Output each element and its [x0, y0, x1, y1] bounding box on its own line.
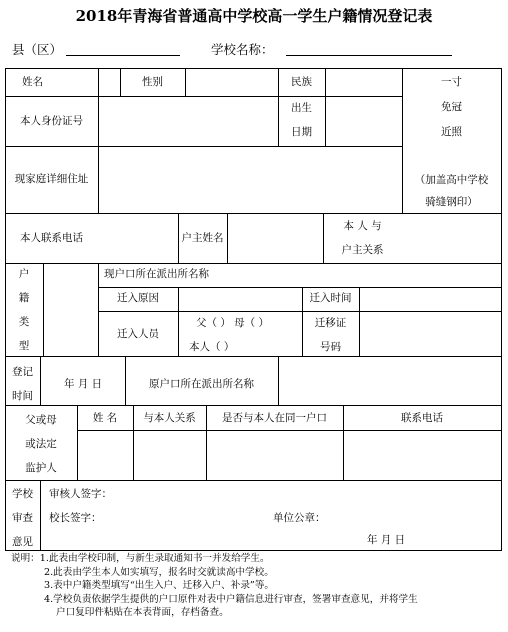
table-border — [5, 68, 502, 69]
address-label: 现家庭详细住址 — [14, 173, 89, 185]
reg-date-value: 年 月 日 — [64, 378, 103, 390]
row-line — [5, 480, 502, 481]
photo-label: 一寸 — [441, 76, 462, 88]
guardian-label: 或法定 — [25, 438, 57, 450]
principal-sign-label: 校长签字： — [49, 512, 102, 524]
row-line — [98, 311, 502, 312]
unit-seal-label: 单位公章： — [273, 512, 326, 524]
col-line — [227, 213, 228, 264]
photo-label: 免冠 — [441, 101, 462, 113]
original-police-label: 原户口所在派出所名称 — [149, 378, 254, 390]
current-police-label: 现户口所在派出所名称 — [104, 268, 209, 280]
householder-label: 户主姓名 — [181, 232, 224, 244]
col-line — [98, 68, 99, 214]
move-cert-label: 号码 — [320, 341, 341, 353]
note-line: 4.学校负责依据学生提供的户口原件对表中户籍信息进行审查，签署审查意见，并将学生 — [44, 593, 418, 605]
row-line — [98, 287, 502, 288]
school-opinion-label: 学校 — [12, 488, 33, 500]
move-cert-label: 迁移证 — [314, 317, 347, 329]
self-checkbox-label: 本人（ ） — [189, 341, 235, 353]
relation-label: 本 人 与 — [343, 220, 382, 232]
notes-section — [11, 552, 501, 620]
birth-date-label: 日期 — [291, 126, 312, 138]
note-line: 说明：1.此表由学校印制，与新生录取通知书一并发给学生。 — [11, 553, 270, 564]
hukou-type-label: 户 — [18, 268, 30, 280]
guardian-label: 监护人 — [25, 462, 57, 474]
reg-time-label: 时间 — [12, 390, 33, 402]
school-name-field[interactable] — [286, 55, 452, 56]
id-number-label: 本人身份证号 — [20, 115, 83, 127]
birth-date-label: 出生 — [291, 102, 312, 114]
move-persons-label: 迁入人员 — [117, 328, 159, 340]
table-border — [501, 68, 502, 551]
col-phone-header: 联系电话 — [401, 412, 443, 424]
guardian-label: 父或母 — [25, 414, 57, 426]
note-line: 2.此表由学生本人如实填写，报名时交就读高中学校。 — [44, 566, 274, 578]
photo-label: 近照 — [441, 126, 462, 138]
reviewer-sign-label: 审核人签字： — [49, 488, 112, 500]
row-line — [77, 430, 502, 431]
school-name-label: 学校名称： — [211, 42, 274, 57]
county-label: 县（区） — [12, 42, 63, 57]
col-name-header: 姓 名 — [92, 412, 118, 424]
row-line — [5, 263, 502, 264]
col-line — [325, 68, 326, 147]
col-line — [43, 263, 44, 357]
relation-label: 户主关系 — [341, 244, 384, 256]
photo-note: 骑缝钢印） — [425, 196, 478, 208]
phone-label: 本人联系电话 — [20, 232, 83, 244]
photo-note: （加盖高中学校 — [414, 174, 489, 186]
table-border — [5, 550, 502, 551]
school-opinion-label: 审查 — [12, 512, 33, 524]
note-line: 3.表中户籍类型填写“出生入户、迁移入户、补录”等。 — [44, 580, 275, 592]
hukou-type-label: 类 — [18, 316, 30, 328]
move-reason-label: 迁入原因 — [117, 292, 159, 304]
row-line — [5, 213, 502, 214]
col-line — [402, 68, 403, 214]
row-line — [5, 96, 402, 97]
note-line: 户口复印件粘贴在本表背面，存档备查。 — [56, 607, 229, 619]
school-opinion-label: 意见 — [12, 536, 33, 548]
col-line — [40, 356, 41, 406]
hukou-type-label: 型 — [18, 340, 30, 352]
col-line — [40, 480, 41, 551]
reg-time-label: 登记 — [12, 366, 33, 378]
row-line — [5, 405, 502, 406]
gender-label: 性别 — [142, 76, 163, 88]
table-border — [5, 68, 6, 551]
hukou-type-label: 籍 — [18, 292, 30, 304]
col-line — [278, 356, 279, 406]
row-line — [5, 146, 402, 147]
col-same-hukou-header: 是否与本人在同一户口 — [222, 412, 327, 424]
county-field[interactable] — [66, 55, 180, 56]
row-line — [5, 356, 502, 357]
col-relation-header: 与本人关系 — [143, 412, 196, 424]
name-label: 姓名 — [22, 76, 43, 88]
approval-date: 年 月 日 — [367, 534, 406, 546]
parents-checkbox-label: 父（ ） 母（ ） — [196, 317, 270, 329]
col-line — [359, 287, 360, 357]
form-title: 2018年青海省普通高中学校高一学生户籍情况登记表 — [75, 7, 433, 25]
move-time-label: 迁入时间 — [309, 292, 352, 304]
col-line — [185, 68, 186, 97]
col-line — [98, 263, 99, 357]
col-line — [178, 287, 179, 357]
ethnicity-label: 民族 — [291, 76, 312, 88]
